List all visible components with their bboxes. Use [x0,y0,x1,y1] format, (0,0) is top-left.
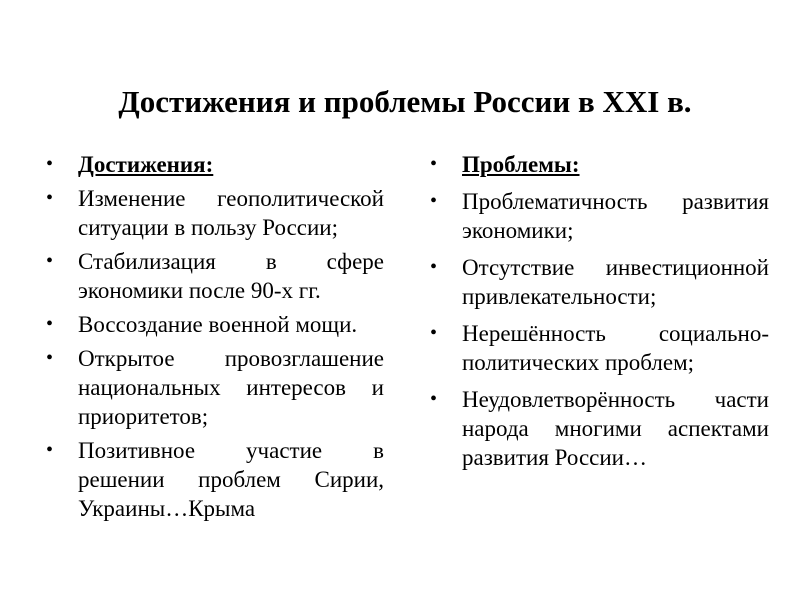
problems-heading: Проблемы: [462,152,580,177]
bullet-icon: • [46,439,54,461]
list-item [46,310,384,339]
list-item-text: Позитивное участие в решении проблем Сирии, Украины…Крыма [78,438,384,521]
bullet-icon: • [430,153,438,175]
list-item [430,187,769,245]
bullet-icon: • [46,153,54,175]
problems-list [430,150,769,480]
list-item [46,436,384,523]
bullet-icon: • [430,190,438,212]
list-item-text: Отсутствие инвестиционной привлекательности; [462,255,769,309]
bullet-icon: • [430,388,438,410]
list-item [46,247,384,305]
list-item-text: Открытое провозглашение национальных интересов и приоритетов; [78,346,384,429]
bullet-icon: • [46,313,54,335]
bullet-icon: • [46,347,54,369]
list-item-text: Неудовлетворённость части народа многими аспектами развития России… [462,387,769,470]
bullet-icon: • [430,256,438,278]
list-item [46,184,384,242]
list-item-text: Воссоздание военной мощи. [78,312,358,337]
list-item [430,385,769,472]
achievements-heading-item [46,150,384,179]
list-item-text: Проблематичность развития экономики; [462,189,769,243]
bullet-icon: • [46,250,54,272]
list-item-text: Изменение геополитической ситуации в пользу России; [78,186,384,240]
list-item-text: Нерешённость социально-политических проблем; [462,321,769,375]
achievements-heading: Достижения: [78,152,214,177]
problems-heading-item [430,150,769,179]
list-item [430,253,769,311]
list-item-text: Стабилизация в сфере экономики после 90-х гг. [78,249,384,303]
list-item [46,344,384,431]
slide-title: Достижения и проблемы России в XXI в. [118,84,692,119]
achievements-list [46,150,384,528]
list-item [430,319,769,377]
bullet-icon: • [430,322,438,344]
bullet-icon: • [46,187,54,209]
